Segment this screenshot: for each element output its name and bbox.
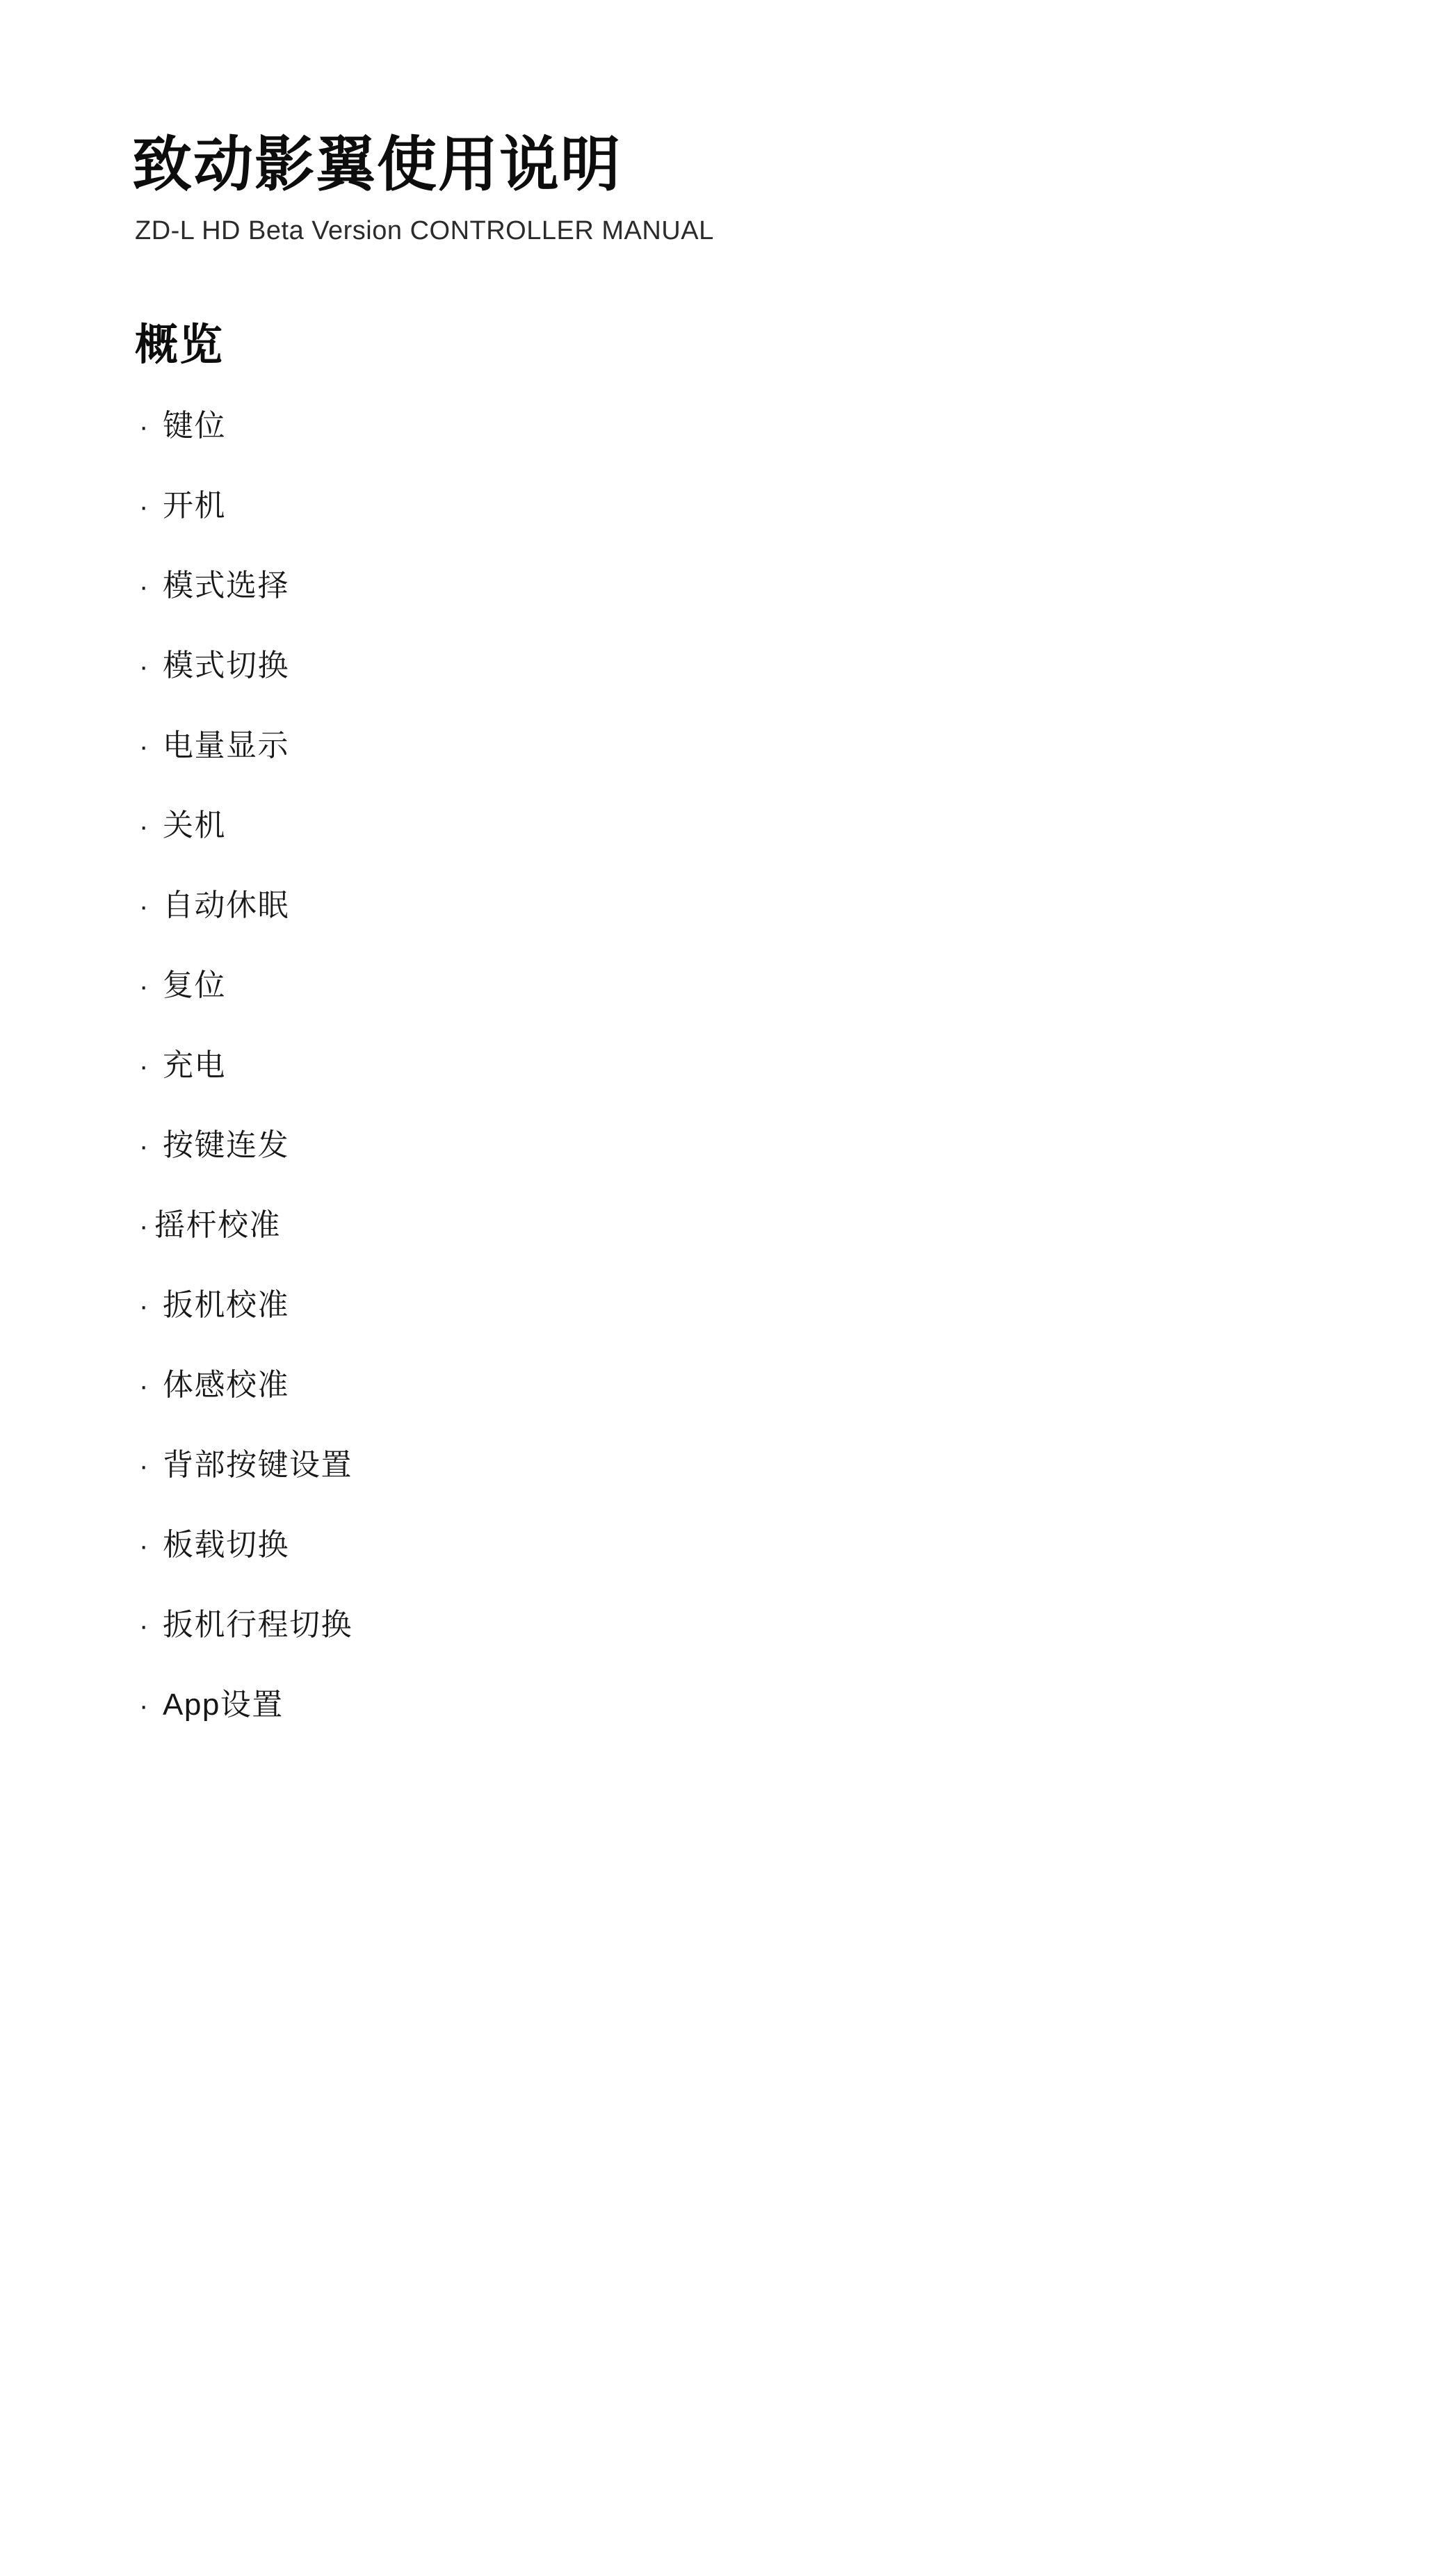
toc-item-label: 扳机行程切换 (163, 1607, 353, 1642)
toc-item[interactable] (132, 1367, 1324, 1402)
table-of-contents (132, 408, 1324, 1722)
toc-item[interactable] (132, 648, 1324, 683)
toc-item-label: 电量显示 (163, 728, 289, 763)
section-heading-overview: 概览 (135, 320, 225, 369)
toc-item-label: 体感校准 (163, 1367, 289, 1402)
toc-item[interactable] (132, 728, 1324, 763)
toc-item-label: 背部按键设置 (163, 1447, 353, 1482)
bullet-icon: · (139, 1210, 149, 1241)
toc-item[interactable] (132, 970, 1324, 1001)
toc-item-label: 模式选择 (163, 568, 289, 603)
bullet-icon: · (139, 571, 149, 602)
toc-item-label: 充电 (163, 1047, 226, 1082)
page-title: 致动影翼使用说明 (132, 131, 622, 198)
toc-item[interactable] (132, 810, 1324, 841)
toc-item[interactable] (132, 1447, 1324, 1482)
bullet-icon: · (139, 1290, 149, 1321)
toc-item-label: 复位 (163, 968, 226, 1002)
bullet-icon: · (139, 810, 149, 842)
toc-item-label: 摇杆校准 (154, 1207, 281, 1242)
toc-item[interactable] (132, 1527, 1324, 1562)
bullet-icon: · (139, 890, 149, 922)
bullet-icon: · (139, 491, 149, 522)
toc-item[interactable] (132, 890, 1324, 921)
toc-item-label: 键位 (163, 408, 226, 443)
toc-item[interactable] (132, 1607, 1324, 1642)
bullet-icon: · (139, 970, 149, 1002)
toc-item-label: 扳机校准 (163, 1287, 289, 1322)
bullet-icon: · (139, 731, 149, 762)
bullet-icon: · (139, 411, 149, 442)
bullet-icon: · (139, 651, 149, 682)
toc-item[interactable] (132, 408, 1324, 443)
toc-item-label: 按键连发 (163, 1127, 289, 1162)
toc-item[interactable] (132, 568, 1324, 603)
toc-item-label: App设置 (163, 1687, 284, 1722)
bullet-icon: · (139, 1690, 149, 1721)
toc-item-label: 关机 (163, 808, 226, 842)
bullet-icon: · (139, 1050, 149, 1082)
toc-item[interactable] (132, 1127, 1324, 1162)
bullet-icon: · (139, 1130, 149, 1161)
bullet-icon: · (139, 1610, 149, 1641)
toc-item[interactable] (132, 1207, 1324, 1242)
toc-item[interactable] (132, 1287, 1324, 1322)
toc-item-label: 自动休眠 (163, 888, 289, 922)
bullet-icon: · (139, 1530, 149, 1561)
toc-item[interactable] (132, 1687, 1324, 1722)
toc-item[interactable] (132, 488, 1324, 523)
bullet-icon: · (139, 1450, 149, 1481)
toc-item-label: 板载切换 (163, 1527, 289, 1562)
toc-item-label: 开机 (163, 488, 226, 523)
toc-item[interactable] (132, 1047, 1324, 1082)
page-subtitle: ZD-L HD Beta Version CONTROLLER MANUAL (135, 215, 714, 245)
toc-item-label: 模式切换 (163, 648, 289, 683)
bullet-icon: · (139, 1370, 149, 1401)
